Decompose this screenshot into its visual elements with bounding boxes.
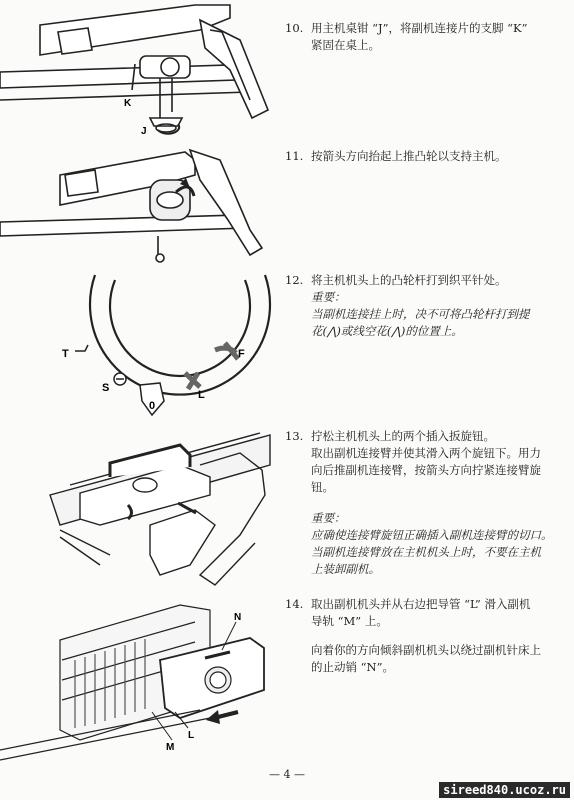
step-14-line-2: 导轨 “M” 上。 — [311, 614, 388, 628]
step-12-line-1: 将主机机头上的凸轮杆打到织平针处。 — [311, 273, 507, 287]
step-13-line-3: 向后推副机连接臂，按箭头方向拧紧连接臂旋 — [311, 463, 541, 477]
step-10-line-2: 紧固在桌上。 — [311, 38, 380, 52]
step-13: 13. 拧松主机机头上的两个插入扳旋钮。 取出副机连接臂并使其滑入两个旋钮下。用力 向后推副机连接臂，按箭头方向拧紧连接臂旋 钮。 重要： 应确使连接臂旋钮正确插入副机连接臂的切口。 当副机连接臂放在主机机头上时，不要在主机 上装卸副机。 — [285, 428, 565, 578]
figure-11-push-cam — [0, 140, 280, 265]
label-t: T — [62, 348, 69, 360]
step-11: 11. 按箭头方向抬起上推凸轮以支持主机。 — [285, 149, 507, 163]
step-12-note-title: 重要： — [311, 290, 346, 304]
step-14-extra-line-1: 向着你的方向倾斜副机机头以绕过副机针床上 — [311, 643, 541, 657]
step-13-note-line-2: 当副机连接臂放在主机机头上时，不要在主机 — [311, 545, 541, 559]
step-13-note-title: 重要： — [311, 511, 346, 525]
label-m: M — [166, 742, 175, 753]
step-13-line-4: 钮。 — [311, 480, 334, 494]
step-13-note-line-3: 上装卸副机。 — [311, 562, 380, 576]
step-12-note-line-1: 当副机连接挂上时，决不可将凸轮杆打到提 — [311, 307, 530, 321]
figure-12-cam-lever-dial — [0, 265, 280, 425]
site-watermark: sireed840.ucoz.ru — [439, 782, 570, 798]
step-14-line-1: 取出副机机头并从右边把导管 “L” 滑入副机 — [311, 597, 531, 611]
label-l-guide: L — [188, 730, 195, 741]
step-10-line-1: 用主机桌钳 “J”，将副机连接片的支脚 “K” — [311, 21, 528, 35]
step-14-extra-line-2: 的止动销 “N”。 — [311, 660, 394, 674]
figure-13-connecting-arm — [0, 425, 280, 595]
label-l: L — [198, 389, 205, 401]
step-10: 10. 用主机桌钳 “J”，将副机连接片的支脚 “K” 紧固在桌上。 — [285, 20, 565, 54]
label-zero: 0 — [149, 400, 156, 412]
step-13-line-2: 取出副机连接臂并使其滑入两个旋钮下。用力 — [311, 446, 541, 460]
step-13-note-line-1: 应确使连接臂旋钮正确插入副机连接臂的切口。 — [311, 528, 553, 542]
step-12-note-line-2: 花(⋀)或线空花(⋀)的位置上。 — [311, 324, 463, 338]
step-13-line-1: 拧松主机机头上的两个插入扳旋钮。 — [311, 429, 495, 443]
label-j: J — [141, 126, 147, 137]
label-k: K — [124, 98, 132, 109]
step-14: 14. 取出副机机头并从右边把导管 “L” 滑入副机 导轨 “M” 上。 向着你的方向倾斜副机机头以绕过副机针床上 的止动销 “N”。 — [285, 596, 565, 676]
step-12: 12. 将主机机头上的凸轮杆打到织平针处。 重要： 当副机连接挂上时，决不可将凸轮杆打到提 花(⋀)或线空花(⋀)的位置上。 — [285, 272, 565, 340]
page-number: — 4 — — [269, 768, 305, 781]
figure-14-ribber-carriage — [0, 600, 280, 765]
label-n: N — [234, 612, 242, 623]
step-11-line-1: 按箭头方向抬起上推凸轮以支持主机。 — [311, 149, 507, 163]
label-f: F — [238, 348, 245, 360]
figure-10-table-clamp — [0, 0, 280, 150]
label-s: S — [102, 382, 110, 394]
